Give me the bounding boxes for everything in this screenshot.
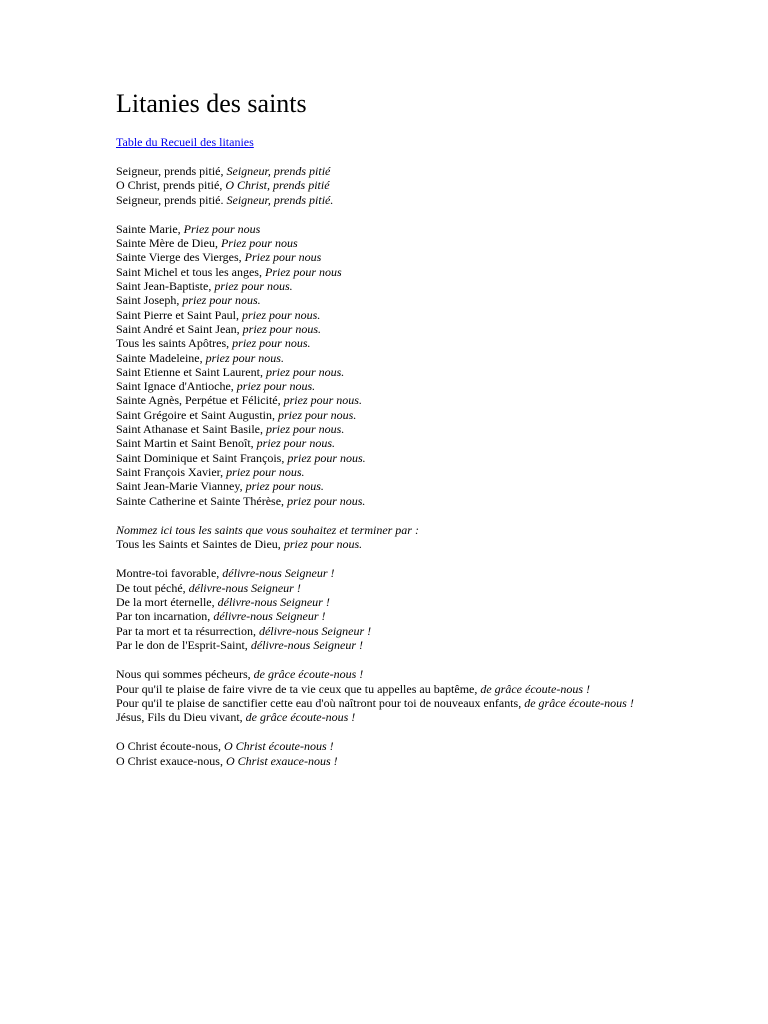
litany-line — [116, 624, 646, 638]
invocation-text: Sainte Agnès, Perpétue et Félicité, — [116, 393, 284, 408]
litany-stanza — [116, 566, 646, 652]
invocation-text: Saint Jean-Baptiste, — [116, 279, 215, 294]
response-text: priez pour nous. — [214, 279, 293, 294]
response-text: priez pour nous. — [205, 350, 284, 365]
invocation-text: Seigneur, prends pitié. — [116, 192, 227, 207]
response-text: Priez pour nous — [183, 221, 261, 236]
litany-line — [116, 739, 646, 753]
litany-line — [116, 365, 646, 379]
response-text: Priez pour nous — [244, 250, 322, 265]
response-text: de grâce écoute-nous ! — [524, 695, 634, 710]
invocation-text: Par ta mort et ta résurrection, — [116, 623, 259, 638]
response-text: Priez pour nous — [220, 236, 298, 251]
response-text: délivre-nous Seigneur ! — [188, 580, 301, 595]
invocation-text: Sainte Catherine et Sainte Thérèse, — [116, 493, 288, 508]
litany-line — [116, 581, 646, 595]
litany-line — [116, 494, 646, 508]
response-text: priez pour nous. — [232, 336, 311, 351]
invocation-text: Tous les saints Apôtres, — [116, 336, 233, 351]
response-text: priez pour nous. — [265, 422, 345, 437]
invocation-text: Seigneur, prends pitié, — [116, 164, 227, 178]
response-text: O Christ, prends pitié — [225, 178, 330, 193]
invocation-text: Saint Athanase et Saint Basile, — [116, 422, 266, 437]
response-text: priez pour nous. — [236, 379, 316, 394]
toc-link[interactable]: Table du Recueil des litanies — [116, 135, 254, 149]
response-text: priez pour nous. — [265, 364, 345, 379]
response-text: Seigneur, prends pitié — [226, 164, 331, 178]
litany-line — [116, 710, 646, 724]
invocation-text: Pour qu'il te plaise de faire vivre de ta vie ceux que tu appelles au baptême, — [116, 681, 481, 696]
invocation-text: Saint Jean-Marie Vianney, — [116, 479, 246, 494]
response-text: délivre-nous Seigneur ! — [250, 637, 364, 652]
litany-line — [116, 595, 646, 609]
response-text: délivre-nous Seigneur ! — [217, 595, 330, 610]
invocation-text: Sainte Mère de Dieu, — [116, 236, 221, 251]
invocation-text: Tous les Saints et Saintes de Dieu, — [116, 537, 284, 552]
invocation-text: De la mort éternelle, — [116, 595, 218, 610]
response-text: de grâce écoute-nous ! — [480, 681, 590, 696]
response-text: Seigneur, prends pitié. — [226, 192, 334, 207]
litany-body — [116, 164, 646, 783]
litany-stanza — [116, 164, 646, 207]
invocation-text: Nous qui sommes pécheurs, — [116, 667, 254, 682]
response-text: de grâce écoute-nous ! — [253, 667, 364, 682]
response-text: délivre-nous Seigneur ! — [258, 623, 372, 638]
response-text: délivre-nous Seigneur ! — [222, 566, 335, 581]
response-text: priez pour nous. — [226, 464, 305, 479]
response-text: priez pour nous. — [287, 493, 366, 508]
litany-stanza — [116, 667, 646, 724]
invocation-text: O Christ exauce-nous, — [116, 753, 226, 768]
litany-line — [116, 566, 646, 580]
invocation-text: Saint Grégoire et Saint Augustin, — [116, 407, 278, 422]
page-title: Litanies des saints — [116, 89, 307, 118]
invocation-text: De tout péché, — [116, 580, 189, 595]
response-text: de grâce écoute-nous ! — [245, 710, 356, 725]
litany-line — [116, 336, 646, 350]
litany-line — [116, 537, 646, 551]
litany-line — [116, 638, 646, 652]
litany-line — [116, 479, 646, 493]
invocation-text: Saint Pierre et Saint Paul, — [116, 307, 242, 322]
litany-line — [116, 322, 646, 336]
litany-line — [116, 451, 646, 465]
invocation-text: Sainte Madeleine, — [116, 350, 206, 365]
invocation-text: Pour qu'il te plaise de sanctifier cette eau d'où naîtront pour toi de nouveaux enfants, — [116, 695, 525, 710]
litany-line — [116, 422, 646, 436]
litany-line — [116, 193, 646, 207]
litany-line — [116, 222, 646, 236]
response-text: priez pour nous. — [283, 393, 362, 408]
litany-line — [116, 754, 646, 768]
response-text: priez pour nous. — [182, 293, 261, 308]
response-text: Priez pour nous — [264, 264, 342, 279]
response-text: O Christ exauce-nous ! — [225, 753, 338, 768]
litany-line — [116, 667, 646, 681]
invocation-text: Saint François Xavier, — [116, 464, 227, 479]
invocation-text: Saint Michel et tous les anges, — [116, 264, 265, 279]
invocation-text: Jésus, Fils du Dieu vivant, — [116, 710, 246, 725]
litany-line — [116, 279, 646, 293]
invocation-text: Saint Dominique et Saint François, — [116, 450, 288, 465]
invocation-text: Par ton incarnation, — [116, 609, 214, 624]
instruction-text: Nommez ici tous les saints que vous souhaitez et terminer par : — [116, 522, 419, 537]
litany-stanza — [116, 739, 646, 768]
invocation-text: O Christ écoute-nous, — [116, 739, 224, 754]
litany-line — [116, 379, 646, 393]
invocation-text: Montre-toi favorable, — [116, 566, 223, 581]
invocation-text: Saint André et Saint Jean, — [116, 321, 243, 336]
response-text: priez pour nous. — [287, 450, 366, 465]
invocation-text: Saint Ignace d'Antioche, — [116, 379, 237, 394]
invocation-text: Sainte Vierge des Vierges, — [116, 250, 245, 265]
litany-line — [116, 393, 646, 407]
invocation-text: O Christ, prends pitié, — [116, 178, 226, 193]
response-text: délivre-nous Seigneur ! — [213, 609, 326, 624]
response-text: priez pour nous. — [245, 479, 324, 494]
litany-line — [116, 408, 646, 422]
response-text: priez pour nous. — [283, 537, 363, 552]
litany-line — [116, 609, 646, 623]
litany-stanza — [116, 222, 646, 508]
litany-line — [116, 293, 646, 307]
litany-line — [116, 465, 646, 479]
response-text: priez pour nous. — [241, 307, 321, 322]
litany-line — [116, 164, 646, 178]
response-text: priez pour nous. — [242, 321, 321, 336]
litany-line — [116, 682, 646, 696]
response-text: priez pour nous. — [256, 436, 335, 451]
litany-line — [116, 351, 646, 365]
invocation-text: Saint Etienne et Saint Laurent, — [116, 364, 266, 379]
invocation-text: Saint Martin et Saint Benoît, — [116, 436, 257, 451]
litany-line — [116, 265, 646, 279]
litany-line — [116, 250, 646, 264]
litany-line — [116, 236, 646, 250]
litany-line — [116, 178, 646, 192]
litany-line — [116, 696, 646, 710]
response-text: O Christ écoute-nous ! — [223, 739, 334, 754]
invocation-text: Sainte Marie, — [116, 221, 184, 236]
litany-line — [116, 436, 646, 450]
litany-stanza — [116, 523, 646, 552]
litany-line — [116, 308, 646, 322]
response-text: priez pour nous. — [277, 407, 357, 422]
invocation-text: Par le don de l'Esprit-Saint, — [116, 637, 251, 652]
litany-line — [116, 523, 646, 537]
invocation-text: Saint Joseph, — [116, 293, 183, 308]
